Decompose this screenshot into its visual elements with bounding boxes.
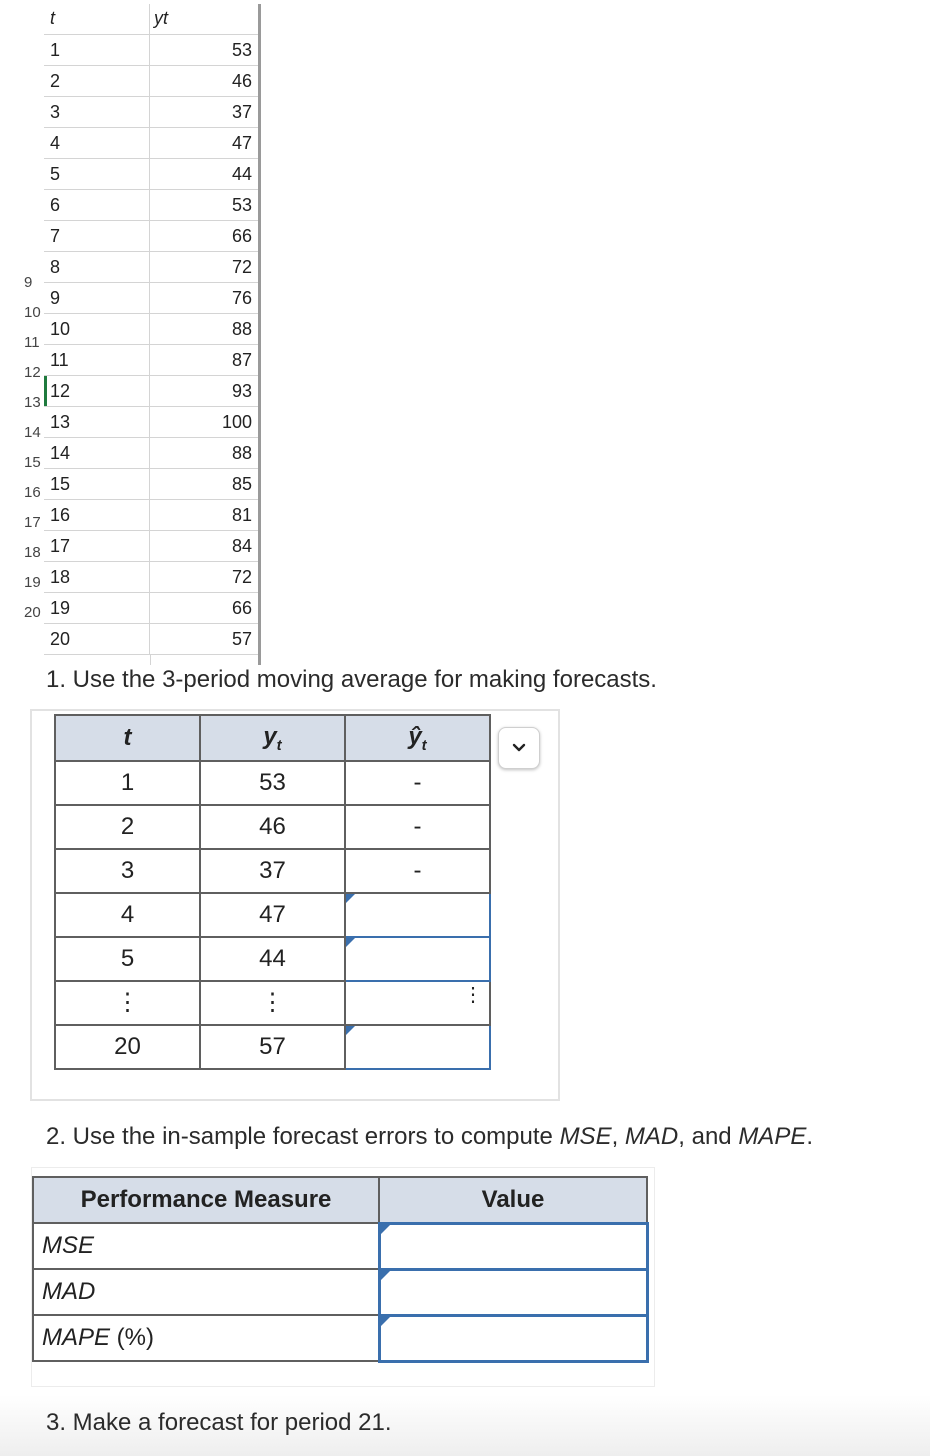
column-dropdown-button[interactable] [498,727,540,769]
row-number[interactable]: 20 [24,604,41,621]
forecast-cell-y: 44 [200,937,345,981]
sheet-footer [44,655,258,665]
forecast-cell-yhat: - [345,805,490,849]
sheet-cell-t[interactable]: 10 [44,314,150,344]
row-number[interactable]: 19 [24,574,41,591]
sheet-cell-t[interactable]: 8 [44,252,150,282]
sheet-cell-t[interactable]: 18 [44,562,150,592]
sheet-cell-yt[interactable]: 66 [231,226,252,246]
sheet-cell-yt[interactable]: 44 [231,164,252,184]
question-1: 1. Use the 3-period moving average for making forecasts. [46,666,657,693]
row-number[interactable]: 17 [24,514,41,531]
forecast-cell-yhat [345,981,490,1025]
sheet-cell-t[interactable]: 6 [44,190,150,220]
forecast-cell-t: 3 [55,849,200,893]
forecast-row [55,805,490,849]
forecast-cell-y: 53 [200,761,345,805]
chevron-down-icon [512,743,526,753]
forecast-header-t: t [55,715,200,761]
sheet-row [44,190,258,221]
sheet-row [44,252,258,283]
performance-row-mad [33,1269,647,1315]
question-3: 3. Make a forecast for period 21. [46,1409,392,1436]
sheet-cell-t[interactable]: 11 [44,345,150,375]
forecast-cell-y: 57 [200,1025,345,1069]
vertical-ellipsis-icon: ⋮ [55,981,200,1025]
sheet-cell-yt[interactable]: 87 [231,350,252,370]
sheet-cell-t[interactable]: 1 [44,35,150,65]
sheet-cell-t[interactable]: 17 [44,531,150,561]
forecast-header-y: $y_t$ [200,715,345,761]
forecast-cell-y: 47 [200,893,345,937]
mape-answer-input[interactable] [379,1315,647,1361]
row-number[interactable]: 16 [24,484,41,501]
forecast-answer-input-4[interactable] [345,893,490,937]
forecast-header-row [55,715,490,761]
sheet-cell-yt[interactable]: 57 [231,629,252,649]
mad-answer-input[interactable] [379,1269,647,1315]
row-number[interactable]: 15 [24,454,41,471]
sheet-cell-t[interactable]: 4 [44,128,150,158]
performance-header-row [33,1177,647,1223]
forecast-cell-yhat: - [345,849,490,893]
performance-label-mad: MAD [33,1269,379,1315]
sheet-cell-yt[interactable]: 47 [231,133,252,153]
row-number[interactable]: 14 [24,424,41,441]
sheet-row [44,221,258,252]
sheet-cell-yt[interactable]: 46 [231,71,252,91]
forecast-cell-t: 20 [55,1025,200,1069]
forecast-cell-t: 2 [55,805,200,849]
sheet-cell-yt[interactable]: 88 [231,443,252,463]
forecast-row [55,893,490,937]
sheet-row [44,562,258,593]
sheet-cell-yt[interactable]: 81 [231,505,252,525]
sheet-row [44,97,258,128]
forecast-cell-t: 1 [55,761,200,805]
sheet-cell-yt[interactable]: 66 [231,598,252,618]
forecast-row [55,937,490,981]
forecast-table [54,714,491,1070]
performance-header-measure: Performance Measure [33,1177,379,1223]
sheet-cell-t[interactable]: 5 [44,159,150,189]
performance-label-mape: MAPE (%) [33,1315,379,1361]
sheet-cell-t[interactable]: 16 [44,500,150,530]
sheet-row [44,128,258,159]
sheet-row [44,438,258,469]
row-number[interactable]: 18 [24,544,41,561]
performance-table [32,1176,649,1363]
forecast-row [55,761,490,805]
row-number[interactable]: 11 [24,334,40,351]
vertical-ellipsis-icon: ⋮ [200,981,345,1025]
forecast-cell-t: 5 [55,937,200,981]
sheet-grid [44,4,261,665]
vertical-ellipsis-icon: ⋮ [463,984,483,1006]
forecast-cell-y: 46 [200,805,345,849]
performance-label-mse: MSE [33,1223,379,1269]
sheet-row [44,35,258,66]
sheet-header-row [44,4,258,35]
sheet-cell-t[interactable]: 19 [44,593,150,623]
sheet-row [44,66,258,97]
sheet-row [44,500,258,531]
sheet-cell-yt[interactable]: 100 [221,412,252,432]
forecast-answer-input-5[interactable] [345,937,490,981]
sheet-cell-yt[interactable]: 72 [231,257,252,277]
sheet-row-selected [44,376,258,407]
question-2: 2. Use the in-sample forecast errors to compute MSE, MAD, and MAPE. [46,1123,813,1150]
forecast-cell-y: 37 [200,849,345,893]
forecast-answer-input-20[interactable] [345,1025,490,1069]
sheet-row [44,314,258,345]
performance-row-mape [33,1315,647,1361]
forecast-header-yhat: $ŷ_t$ [345,715,490,761]
forecast-cell-t: 4 [55,893,200,937]
forecast-row-ellipsis [55,981,490,1025]
sheet-row [44,531,258,562]
sheet-cell-yt[interactable]: 76 [231,288,252,308]
sheet-cell-t[interactable]: 7 [44,221,150,251]
performance-header-value: Value [379,1177,647,1223]
sheet-header-t[interactable]: t [44,4,150,34]
sheet-cell-yt[interactable]: 53 [231,195,252,215]
row-number[interactable]: 12 [24,364,41,381]
sheet-row [44,345,258,376]
mse-answer-input[interactable] [379,1223,647,1269]
sheet-cell-t[interactable]: 2 [44,66,150,96]
forecast-row [55,849,490,893]
sheet-cell-yt[interactable]: 88 [231,319,252,339]
sheet-cell-t[interactable]: 15 [44,469,150,499]
forecast-row [55,1025,490,1069]
sheet-cell-yt[interactable]: 93 [231,381,252,401]
sheet-cell-t[interactable]: 14 [44,438,150,468]
forecast-cell-yhat: - [345,761,490,805]
sheet-cell-t[interactable]: 12 [44,376,150,406]
sheet-cell-t[interactable]: 13 [44,407,150,437]
sheet-cell-yt[interactable]: 53 [231,40,252,60]
row-number[interactable]: 13 [24,394,41,411]
performance-row-mse [33,1223,647,1269]
sheet-cell-yt[interactable]: 37 [231,102,252,122]
row-number[interactable]: 10 [24,304,41,321]
sheet-row [44,283,258,314]
sheet-row [44,407,258,438]
row-number[interactable]: 9 [24,274,33,291]
sheet-cell-yt[interactable]: 72 [231,567,252,587]
sheet-row [44,593,258,624]
sheet-row [44,159,258,190]
sheet-header-yt[interactable]: yt [154,8,169,28]
sheet-cell-t[interactable]: 9 [44,283,150,313]
sheet-cell-t[interactable]: 3 [44,97,150,127]
sheet-cell-yt[interactable]: 84 [231,536,252,556]
sheet-row [44,469,258,500]
sheet-cell-t[interactable]: 20 [44,624,150,654]
sheet-row [44,624,258,655]
sheet-cell-yt[interactable]: 85 [231,474,252,494]
spreadsheet [0,0,262,649]
